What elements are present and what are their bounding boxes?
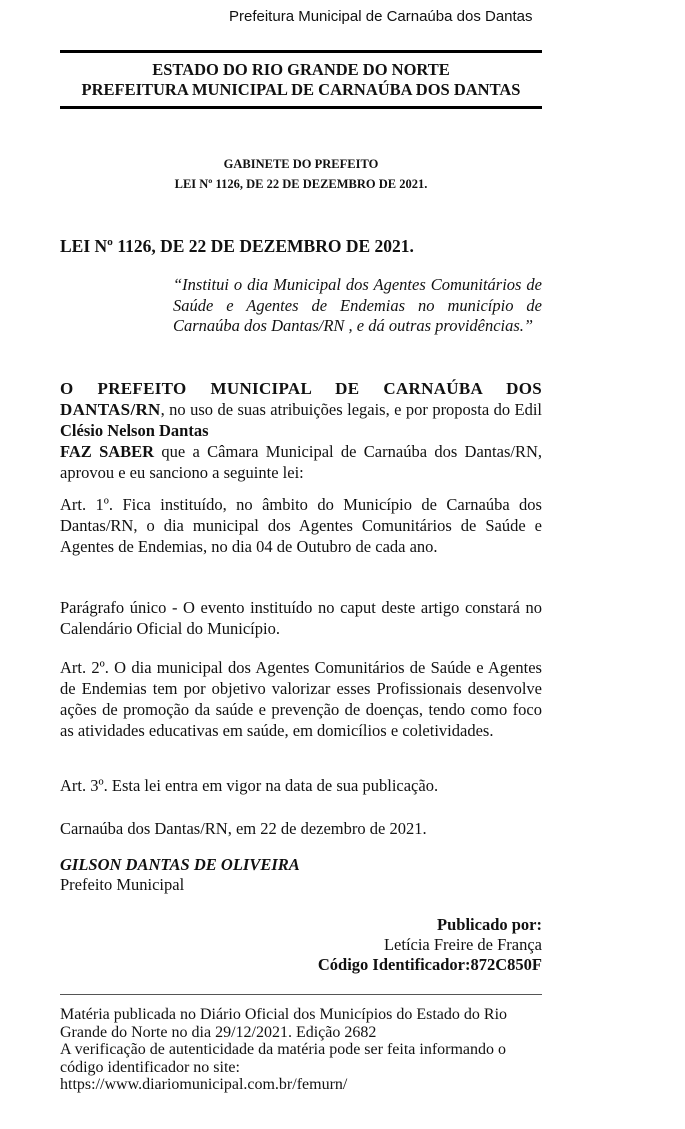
published-by-label: Publicado por: <box>437 915 542 934</box>
page-header: Prefeitura Municipal de Carnaúba dos Dantas <box>229 8 533 25</box>
signer-role: Prefeito Municipal <box>60 875 185 894</box>
article-1-label: Art. 1º. <box>60 495 114 514</box>
header-rule-bottom <box>60 106 542 109</box>
paragraph-unique <box>60 597 542 639</box>
edil-name: Clésio Nelson Dantas <box>60 421 209 440</box>
paragraph-unique-text: O evento instituído no caput deste artigo constará no Calendário Oficial do Município. <box>60 598 542 638</box>
mayor-title: O PREFEITO MUNICIPAL DE CARNAÚBA DOS DANTAS/RN <box>60 379 542 419</box>
law-summary: “Institui o dia Municipal dos Agentes Comunitários de Saúde e Agentes de Endemias no município de Carnaúba dos Dantas/RN , e dá outras providências.” <box>173 275 542 335</box>
law-title: LEI Nº 1126, DE 22 DE DEZEMBRO DE 2021. <box>60 236 414 256</box>
footer-note <box>60 1006 542 1094</box>
footer-verification-info: A verificação de autenticidade da matéria pode ser feita informando o código identificador no site: <box>60 1041 507 1076</box>
article-1 <box>60 494 542 557</box>
article-2-text: O dia municipal dos Agentes Comunitários de Saúde e Agentes de Endemias tem por objetivo valorizar esses Profissionais desenvolve ações de promoção da saúde e prevenção de doenças, tendo como foco as atividades educativas em saúde, em domicílios e coletividades. <box>60 658 542 740</box>
footer-publication-info: Matéria publicada no Diário Oficial dos Municípios do Estado do Rio Grande do Norte no dia 29/12/2021. Edição 2682 <box>60 1006 508 1041</box>
identifier-code <box>60 955 542 975</box>
article-1-text: Fica instituído, no âmbito do Município de Carnaúba dos Dantas/RN, o dia municipal dos Agentes Comunitários de Saúde e Agentes de Endemias, no dia 04 de Outubro de cada ano. <box>60 495 542 556</box>
paragraph-unique-label: Parágrafo único - <box>60 598 178 617</box>
identifier-code-value: 872C850F <box>470 955 542 974</box>
article-2-label: Art. 2º. <box>60 658 109 677</box>
article-2 <box>60 657 542 741</box>
signer-name: GILSON DANTAS DE OLIVEIRA <box>60 855 300 874</box>
article-3 <box>60 775 542 796</box>
publisher-name: Letícia Freire de França <box>383 935 542 954</box>
intro-paragraph <box>60 378 542 483</box>
office-law-ref: LEI Nº 1126, DE 22 DE DEZEMBRO DE 2021. <box>174 177 428 191</box>
state-name: ESTADO DO RIO GRANDE DO NORTE <box>152 60 450 79</box>
prefecture-name: PREFEITURA MUNICIPAL DE CARNAÚBA DOS DANTAS <box>81 80 521 99</box>
article-3-text: Esta lei entra em vigor na data de sua publicação. <box>107 776 439 795</box>
intro-text-1: , no uso de suas atribuições legais, e por proposta do Edil <box>160 400 542 419</box>
article-3-label: Art. 3º. <box>60 776 108 795</box>
header-rule-top <box>60 50 542 53</box>
footer-url[interactable]: https://www.diariomunicipal.com.br/femurn/ <box>60 1076 348 1094</box>
identifier-code-label: Código Identificador: <box>317 955 471 974</box>
footer-rule <box>60 994 542 995</box>
faz-saber: FAZ SABER <box>60 442 155 461</box>
place-date: Carnaúba dos Dantas/RN, em 22 de dezembro de 2021. <box>60 819 427 838</box>
intro-text-2: que a Câmara Municipal de Carnaúba dos Dantas/RN, aprovou e eu sanciono a seguinte lei: <box>60 442 543 482</box>
office-name: GABINETE DO PREFEITO <box>223 157 379 171</box>
